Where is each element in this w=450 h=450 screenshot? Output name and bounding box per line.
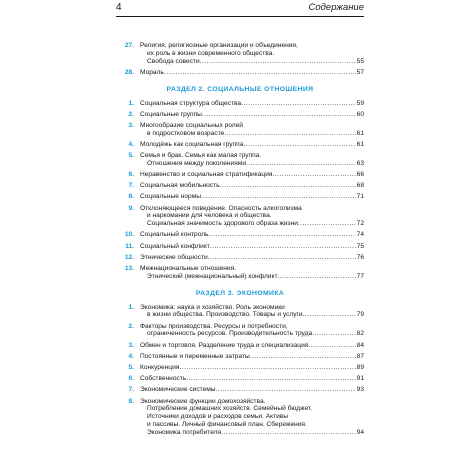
entry-line	[140, 42, 364, 50]
entry-number: 13.	[124, 265, 134, 273]
entry-page-number: 77	[356, 272, 364, 280]
dot-leader	[277, 273, 355, 281]
entry-line	[140, 160, 364, 168]
entry-line	[140, 265, 364, 273]
entry-title: Экономические системы	[140, 386, 216, 394]
dot-leader	[246, 160, 356, 168]
dot-leader	[202, 111, 356, 119]
toc-entry[interactable]	[116, 42, 364, 65]
dot-leader	[224, 130, 355, 138]
entry-title: Социальные группы	[140, 110, 202, 118]
entry-line	[140, 50, 364, 58]
entry-line	[140, 375, 364, 383]
entry-page-number: 82	[356, 330, 364, 338]
toc-entry[interactable]	[116, 193, 364, 201]
entry-line	[140, 100, 364, 108]
entry-line	[140, 193, 364, 201]
entry-number: 8.	[128, 193, 134, 201]
toc-entry[interactable]	[116, 304, 364, 320]
dot-leader	[201, 193, 356, 201]
entry-line	[140, 353, 364, 361]
section-title: РАЗДЕЛ 3. ЭКОНОМИКА	[195, 289, 285, 297]
section-title: РАЗДЕЛ 2. СОЦИАЛЬНЫЕ ОТНОШЕНИЯ	[166, 85, 314, 93]
entry-number: 1.	[128, 303, 134, 311]
entry-page-number: 89	[356, 363, 364, 371]
entry-page-number: 61	[356, 140, 364, 148]
toc-entry[interactable]	[116, 152, 364, 168]
dot-leader	[179, 364, 355, 372]
entry-page-number: 55	[356, 57, 364, 65]
dot-leader	[250, 353, 356, 361]
dot-leader	[298, 220, 356, 228]
entry-page-number: 75	[356, 242, 364, 250]
entry-line	[140, 405, 364, 413]
toc-entry[interactable]	[116, 265, 364, 281]
entry-line	[140, 311, 364, 319]
toc-entry[interactable]	[116, 182, 364, 190]
entry-line	[140, 342, 364, 350]
entry-line	[140, 231, 364, 239]
entry-title: Экономические функции домохозяйства.	[140, 397, 266, 405]
entry-title: Факторы производства. Ресурсы и потребности,	[140, 322, 288, 330]
entry-title: Отношения между поколениями	[147, 159, 246, 167]
entry-title: Неравенство и социальная стратификация	[140, 171, 273, 179]
dot-leader	[312, 330, 356, 338]
entry-title: ограниченность ресурсов. Производительность труда	[147, 330, 313, 338]
entry-title: Обмен и торговля. Разделение труда и специализация	[140, 341, 309, 349]
page-number: 4	[116, 2, 122, 13]
entry-title: Этнические общности	[140, 253, 208, 261]
entry-line	[140, 243, 364, 251]
entry-title: Собственность	[140, 375, 187, 383]
entry-title: Экономика: наука и хозяйство. Роль экономики	[140, 303, 285, 311]
entry-title: Источники доходов и расходов семьи. Активы	[147, 413, 289, 421]
entry-title: в подростковом возрасте	[147, 129, 225, 137]
entry-line	[140, 254, 364, 262]
entry-page-number: 60	[356, 110, 364, 118]
entry-page-number: 87	[356, 352, 364, 360]
dot-leader	[216, 386, 356, 394]
entry-number: 1.	[128, 99, 134, 107]
dot-leader	[210, 243, 356, 251]
entry-line	[140, 69, 364, 77]
entry-title: Молодёжь как социальная группа	[140, 140, 244, 148]
toc-entry[interactable]	[116, 111, 364, 119]
toc-entry[interactable]	[116, 386, 364, 394]
entry-number: 3.	[128, 341, 134, 349]
entry-title: Социальные нормы	[140, 193, 201, 201]
entry-page-number: 61	[356, 129, 364, 137]
entry-title: Религия, религиозные организации и объединения,	[140, 42, 298, 49]
toc-entry[interactable]	[116, 122, 364, 138]
entry-number: 2.	[128, 110, 134, 118]
entry-title: Конкуренция	[140, 363, 180, 371]
entry-number: 2.	[128, 322, 134, 330]
entry-title: Социальная значимость здорового образа жизни	[147, 220, 298, 228]
entry-number: 7.	[128, 386, 134, 394]
entry-title: Социальный контроль	[140, 231, 209, 239]
entry-number: 11.	[125, 242, 134, 250]
entry-line	[140, 386, 364, 394]
dot-leader	[209, 231, 356, 239]
entry-page-number: 84	[356, 341, 364, 349]
toc-entry[interactable]	[116, 342, 364, 350]
toc-entry[interactable]	[116, 205, 364, 228]
entry-page-number: 74	[356, 231, 364, 239]
toc-entry[interactable]	[116, 364, 364, 372]
entry-line	[140, 364, 364, 372]
dot-leader	[243, 141, 355, 149]
entry-line	[140, 323, 364, 331]
dot-leader	[308, 342, 355, 350]
entry-number: 6.	[128, 171, 134, 179]
entry-title: Потребление домашних хозяйств. Семейный бюджет.	[147, 405, 313, 413]
entry-title: Социальный конфликт	[140, 242, 210, 250]
toc-entry[interactable]	[116, 69, 364, 77]
entry-page-number: 93	[356, 386, 364, 394]
entry-line	[140, 182, 364, 190]
entry-number: 5.	[128, 152, 134, 160]
entry-page-number: 91	[356, 375, 364, 383]
toc-entry[interactable]	[116, 398, 364, 437]
entry-page-number: 71	[356, 193, 364, 201]
entry-title: Социальная структура общества	[140, 99, 242, 107]
entry-number: 7.	[128, 182, 134, 190]
entry-line	[140, 141, 364, 149]
entry-number: 3.	[128, 121, 134, 129]
entry-number: 27.	[124, 42, 134, 49]
entry-line	[140, 58, 364, 66]
entry-title: Этнический (межнациональный) конфликт	[147, 272, 278, 280]
dot-leader	[186, 375, 355, 383]
entry-number: 10.	[124, 231, 134, 239]
entry-number: 4.	[128, 352, 134, 360]
entry-page-number: 63	[356, 159, 364, 167]
toc-entry[interactable]	[116, 243, 364, 251]
entry-number: 12.	[124, 253, 134, 261]
dot-leader	[303, 311, 356, 319]
entry-line	[140, 330, 364, 338]
dot-leader	[208, 254, 356, 262]
entry-title: Мораль	[140, 68, 164, 76]
entry-line	[140, 171, 364, 179]
entry-page-number: 79	[356, 311, 364, 319]
dot-leader	[241, 100, 356, 108]
toc-entry[interactable]	[116, 353, 364, 361]
entry-title: в жизни общества. Производство. Товары и услуги	[147, 311, 303, 319]
entry-number: 9.	[128, 204, 134, 212]
entry-line	[140, 111, 364, 119]
entry-page-number: 68	[356, 182, 364, 190]
toc-entry[interactable]	[116, 375, 364, 383]
entry-number: 6.	[128, 375, 134, 383]
entry-line	[140, 220, 364, 228]
entry-title: Межнациональные отношения.	[140, 265, 237, 273]
toc-entry[interactable]	[116, 254, 364, 262]
entry-title: их роль в жизни современного общества.	[147, 49, 275, 57]
entry-title: и пассивы. Личный финансовый план. Сбережения.	[147, 420, 307, 428]
page-header	[116, 2, 364, 16]
entry-title: Социальная мобильность	[140, 182, 220, 190]
table-of-contents	[116, 42, 364, 440]
entry-title: Экономика потребителя	[147, 428, 222, 436]
entry-number: 8.	[128, 397, 134, 405]
entry-line	[140, 413, 364, 421]
entry-page-number: 59	[356, 99, 364, 107]
toc-entry[interactable]	[116, 100, 364, 108]
entry-line	[140, 130, 364, 138]
entry-number: 4.	[128, 140, 134, 148]
toc-entry[interactable]	[116, 171, 364, 179]
entry-title: Свобода совести	[147, 57, 200, 65]
entry-line	[140, 122, 364, 130]
entry-line	[140, 429, 364, 437]
entry-line	[140, 152, 364, 160]
entry-line	[140, 273, 364, 281]
entry-title: Семья и брак. Семья как малая группа.	[140, 152, 262, 160]
entry-page-number: 76	[356, 253, 364, 261]
toc-entry[interactable]	[116, 231, 364, 239]
entry-page-number: 72	[356, 220, 364, 228]
entry-title: Многообразие социальных ролей	[140, 121, 243, 129]
entry-title: Отклоняющееся поведение. Опасность алкоголизма	[140, 204, 302, 212]
entry-page-number: 66	[356, 171, 364, 179]
running-title: Содержание	[308, 2, 364, 13]
entry-page-number: 57	[356, 68, 364, 76]
entry-page-number: 94	[356, 428, 364, 436]
dot-leader	[164, 69, 356, 77]
entry-line	[140, 421, 364, 429]
entry-number: 5.	[128, 363, 134, 371]
dot-leader	[221, 429, 356, 437]
entry-title: Постоянные и переменные затраты	[140, 352, 250, 360]
dot-leader	[200, 58, 356, 66]
toc-entry[interactable]	[116, 323, 364, 339]
dot-leader	[220, 182, 356, 190]
header-rule	[116, 16, 364, 17]
toc-entry[interactable]	[116, 141, 364, 149]
entry-number: 28.	[124, 68, 134, 76]
dot-leader	[272, 171, 355, 179]
entry-title: и наркомании для человека и общества.	[147, 212, 272, 220]
